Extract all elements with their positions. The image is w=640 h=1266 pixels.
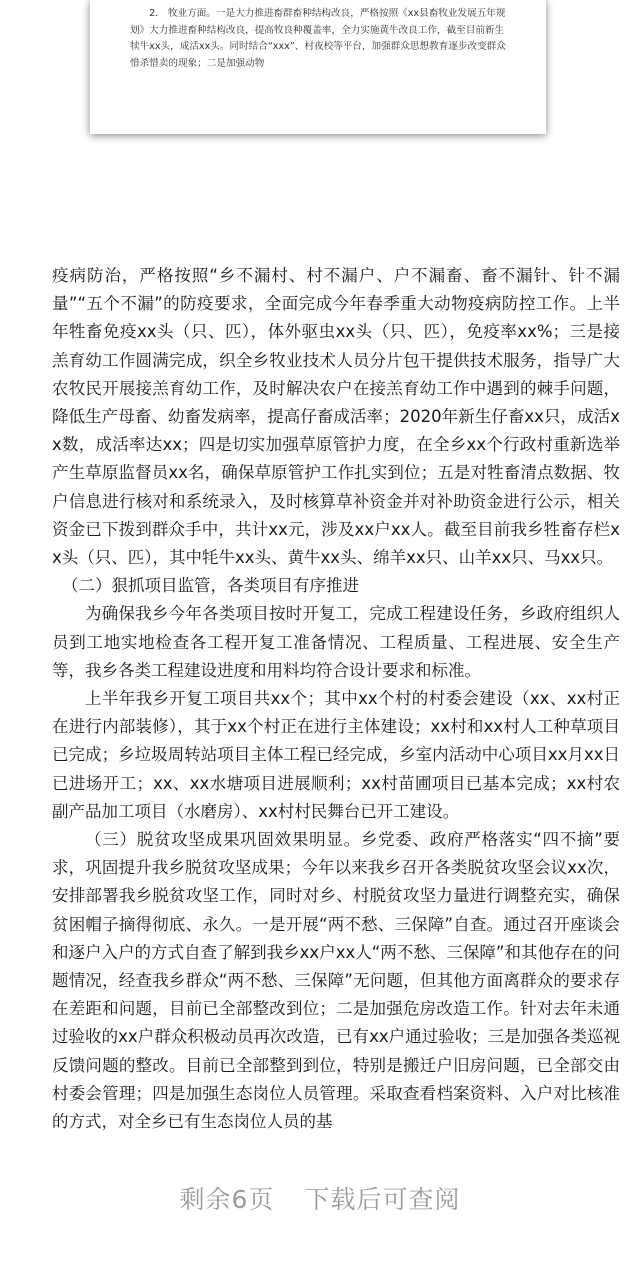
section-heading-project-supervision: （二）狠抓项目监管，各类项目有序推进 bbox=[62, 576, 359, 596]
document-body bbox=[52, 262, 620, 1136]
remaining-pages-count[interactable]: 剩余6页 bbox=[179, 1185, 275, 1214]
paragraph-project-progress: 上半年我乡开复工项目共xx个；其中xx个村的村委会建设（xx、xx村正在进行内部装修），其于xx个村正在进行主体建设；xx村和xx村人工种草项目已完成；乡垃圾周转站项目主体工程已经完成，乡室内活动中心项目xx月xx日已进场开工；xx、xx水塘项目进展顺利；xx村苗圃项目已基本完成；xx村农副产品加工项目（水磨房）、xx村村民舞台已开工建设。 bbox=[52, 689, 620, 821]
download-to-view-hint[interactable]: 下载后可查阅 bbox=[304, 1185, 461, 1214]
paragraph-animal-disease-control: 疫病防治，严格按照“乡不漏村、村不漏户、户不漏畜、畜不漏针、针不漏量”“五个不漏”的防疫要求，全面完成今年春季重大动物疫病防控工作。上半年牲畜免疫xx头（只、匹），体外驱虫xx头（只、匹），免疫率xx%；三是接羔育幼工作圆满完成，织全乡牧业技术人员分片包干提供技术服务，指导广大农牧民开展接羔育幼工作，及时解决农户在接羔育幼工作中遇到的棘手问题，降低生产母畜、幼畜发病率，提高仔畜成活率；2020年新生仔畜xx只，成活xx数，成活率达xx；四是切实加强草原管护力度，在全乡xx个行政村重新选举产生草原监督员xx名，确保草原管护工作扎实到位；五是对牲畜清点数据、牧户信息进行核对和系统录入，及时核算草补资金并对补助资金进行公示，相关资金已下拨到群众手中，共计xx元，涉及xx户xx人。截至目前我乡牲畜存栏xx头（只、匹），其中牦牛xx头、黄牛xx头、绵羊xx只、山羊xx只、马xx只。 bbox=[52, 266, 620, 568]
remaining-pages-banner[interactable] bbox=[0, 1180, 640, 1216]
preview-paragraph: 2． 牧业方面。一是大力推进畜群畜种结构改良，严格按照《xx县畜牧业发展五年规划》大力推进畜种结构改良，提高牧良种覆盖率，全力实施黄牛改良工作，截至目前新生犊牛xx头，成活xx头。同时结合“xxx”、村夜校等平台，加强群众思想教育逐步改变群众惜杀惜卖的现象；二是加强动物 bbox=[130, 8, 506, 69]
document-preview-card bbox=[90, 0, 546, 134]
paragraph-project-inspection: 为确保我乡今年各类项目按时开复工，完成工程建设任务，乡政府组织人员到工地实地检查各工程开复工准备情况、工程质量、工程进展、安全生产等，我乡各类工程建设进度和用料均符合设计要求和标准。 bbox=[52, 604, 620, 680]
paragraph-poverty-alleviation: （三）脱贫攻坚成果巩固效果明显。乡党委、政府严格落实“四不摘”要求，巩固提升我乡脱贫攻坚成果；今年以来我乡召开各类脱贫攻坚会议xx次，安排部署我乡脱贫攻坚工作，同时对乡、村脱贫攻坚力量进行调整充实，确保贫困帽子摘得彻底、永久。一是开展“两不愁、三保障”自查。通过召开座谈会和逐户入户的方式自查了解到我乡xx户xx人“两不愁、三保障”和其他存在的问题情况，经查我乡群众“两不愁、三保障”无问题，但其他方面离群众的要求存在差距和问题，目前已全部整改到位；二是加强危房改造工作。针对去年未通过验收的xx户群众积极动员再次改造，已有xx户通过验收；三是加强各类巡视反馈问题的整改。目前已全部整到到位，特别是搬迁户旧房问题，已全部交由村委会管理；四是加强生态岗位人员管理。采取查看档案资料、入户对比核准的方式，对全乡已有生态岗位人员的基 bbox=[52, 830, 620, 1132]
